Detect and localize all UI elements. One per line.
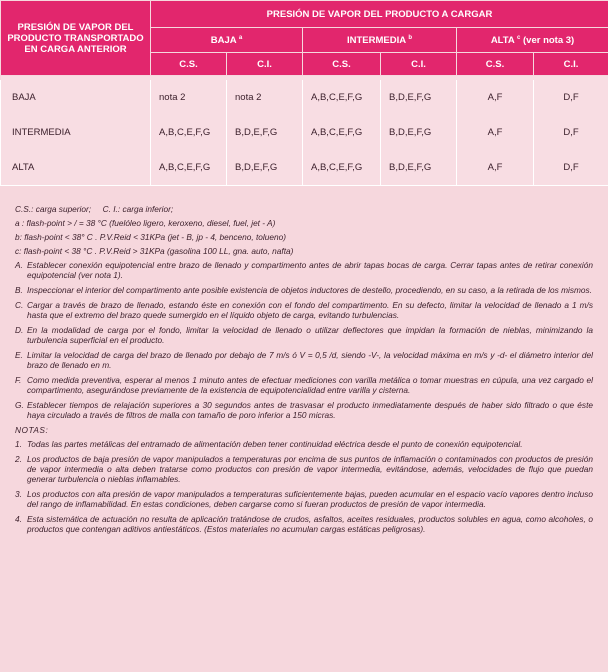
vapor-pressure-table	[0, 0, 608, 186]
subheader-cs: C.S.	[151, 53, 227, 76]
table-cell: B,D,E,F,G	[381, 150, 457, 186]
table-cell: D,F	[534, 80, 608, 115]
table-cell: B,D,E,F,G	[227, 150, 303, 186]
instruction-item: B. Inspeccionar el interior del compartimento ante posible existencia de objetos inductores de destello, procediendo, en su caso, a la retirada de los mismos.	[15, 285, 592, 295]
note-item: 4. Esta sistemática de actuación no resulta de aplicación tratándose de crudos, asfaltos, aceites residuales, productos solubles en agua, como alcoholes, o productos que contengan aditivos antiestáticos. (Estos materiales no acumulan cargas estáticas peligrosas).	[15, 514, 593, 534]
table-cell: A,F	[457, 115, 534, 150]
table-cell: D,F	[534, 115, 608, 150]
subheader-ci: C.I.	[534, 53, 608, 76]
table-row	[1, 80, 608, 115]
table-cell: B,D,E,F,G	[227, 115, 303, 150]
subheader-cs: C.S.	[303, 53, 381, 76]
instruction-item: F. Como medida preventiva, esperar al menos 1 minuto antes de efectuar mediciones con varilla metálica o tomar muestras en cúpula, una vez cargado el compartimento, asegurándose previamente de la existencia de equipotencialidad entre varilla y cisterna.	[15, 375, 593, 395]
instruction-item: D. En la modalidad de carga por el fondo, limitar la velocidad de llenado o utilizar deflectores que impidan la formación de nieblas, minimizando la turbulencia superficial en el producto.	[15, 325, 593, 345]
group-header-intermedia: INTERMEDIA $^b$	[303, 28, 457, 53]
note-item: 1. Todas las partes metálicas del entramado de alimentación deben tener continuidad eléctrica desde el punto de conexión equipotencial.	[15, 439, 523, 449]
legend-c: c: flash-point < 38 °C . P.V.Reid > 31KPa (gasolina 100 LL, gna. auto, nafta)	[15, 246, 294, 256]
table-cell: A,F	[457, 150, 534, 186]
product-to-load-header: PRESIÓN DE VAPOR DEL PRODUCTO A CARGAR	[151, 1, 608, 28]
subheader-cs: C.S.	[457, 53, 534, 76]
table-cell: B,D,E,F,G	[381, 80, 457, 115]
table-row	[1, 150, 608, 186]
previous-load-header: PRESIÓN DE VAPOR DEL PRODUCTO TRANSPORTADO EN CARGA ANTERIOR	[1, 1, 151, 76]
instruction-item: C. Cargar a través de brazo de llenado, estando éste en conexión con el fondo del compartimento. En su defecto, limitar la velocidad de llenado a 1 m/s hasta que el extremo del brazo quede sumergido en el líquido objeto de carga, evitando turbulencias.	[15, 300, 593, 320]
group-header-baja: BAJA $^a$	[151, 28, 303, 53]
row-label: BAJA	[1, 80, 151, 115]
table-cell: A,B,C,E,F,G	[151, 115, 227, 150]
notes-title: NOTAS:	[15, 425, 49, 435]
instruction-item: G. Establecer tiempos de relajación superiores a 30 segundos antes de trasvasar el producto inmediatamente después de haber sido filtrado o que éste haya circulado a través de filtros de malla con tamaño de poro inferior a 150 micras.	[15, 400, 593, 420]
table-cell: nota 2	[227, 80, 303, 115]
instruction-item: A. Establecer conexión equipotencial entre brazo de llenado y compartimento antes de abrir tapas bocas de carga. Cerrar tapas antes de retirar conexión equipotencial (ver nota 1).	[15, 260, 593, 280]
subheader-ci: C.I.	[381, 53, 457, 76]
group-header-alta: ALTA $^c$ (ver nota 3)	[457, 28, 608, 53]
table-cell: A,B,C,E,F,G	[151, 150, 227, 186]
note-item: 2. Los productos de baja presión de vapor manipulados a temperaturas por encima de sus puntos de inflamación o contaminados con productos de presión de vapor intermedia o alta deben tratarse como productos con presión de vapor intermedia, evitándose, además, velocidades de flujo que puedan generar turbulencia o nieblas inflamables.	[15, 454, 593, 484]
legend-abbreviations: C.S.: carga superior; C. I.: carga inferior;	[15, 204, 174, 214]
table-cell: D,F	[534, 150, 608, 186]
subheader-ci: C.I.	[227, 53, 303, 76]
table-row	[1, 115, 608, 150]
table-cell: A,F	[457, 80, 534, 115]
legend-b: b: flash-point < 38° C . P.V.Reid < 31KPa (jet - B, jp - 4, benceno, tolueno)	[15, 232, 286, 242]
instruction-item: E. Limitar la velocidad de carga del brazo de llenado por debajo de 7 m/s ó V = 0,5 /d, siendo -V-, la velocidad máxima en m/s y -d- el diámetro interior del brazo de llenado en m.	[15, 350, 593, 370]
row-label: ALTA	[1, 150, 151, 186]
table-cell: A,B,C,E,F,G	[303, 150, 381, 186]
table-cell: nota 2	[151, 80, 227, 115]
legend-a: a : flash-point > / = 38 °C (fuelóleo ligero, keroxeno, diesel, fuel, jet - A)	[15, 218, 276, 228]
table-cell: A,B,C,E,F,G	[303, 115, 381, 150]
table-cell: A,B,C,E,F,G	[303, 80, 381, 115]
note-item: 3. Los productos con alta presión de vapor manipulados a temperaturas suficientemente bajas, pueden acumular en el espacio vacío vapores dentro incluso del rango de inflamabilidad. En estas condiciones, deben cargarse como si fueran productos de presión de vapor intermedia.	[15, 489, 593, 509]
table-cell: B,D,E,F,G	[381, 115, 457, 150]
row-label: INTERMEDIA	[1, 115, 151, 150]
notes-section	[15, 204, 593, 539]
